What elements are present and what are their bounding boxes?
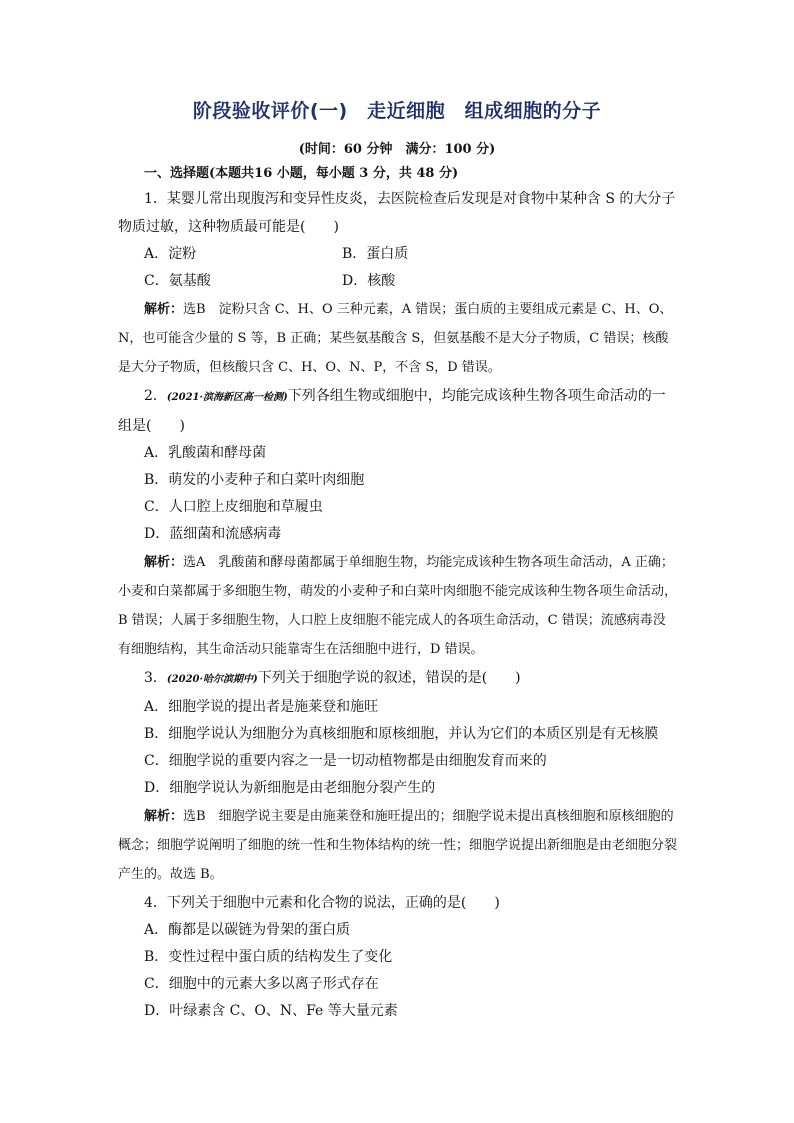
question-3-option-a: A．细胞学说的提出者是施莱登和施旺 xyxy=(144,699,379,715)
analysis-label: 解析： xyxy=(144,302,184,317)
analysis-text: 选B 细胞学说主要是由施莱登和施旺提出的；细胞学说未提出真核细胞和原核细胞的概念；细胞学说阐明了细胞的统一性和生物体结构的统一性；细胞学说提出新细胞是由老细胞分裂产生的。故选 B。 xyxy=(118,809,678,882)
question-2-number: 2． xyxy=(144,388,167,404)
question-3-number: 3． xyxy=(144,670,167,686)
question-2-option-a: A．乳酸菌和酵母菌 xyxy=(144,445,267,461)
page-title: 阶段验收评价(一) 走近细胞 组成细胞的分子 xyxy=(192,100,602,122)
question-1-stem: 1．某婴儿常出现腹泻和变异性皮炎，去医院检查后发现是对食物中某种含 S 的大分子物质过敏，这种物质最可能是( ) xyxy=(118,191,676,235)
exam-meta: (时间：60 分钟 满分：100 分) xyxy=(298,142,496,157)
analysis-text: 选B 淀粉只含 C、H、O 三种元素，A 错误；蛋白质的主要组成元素是 C、H、O、N，也可能含少量的 S 等，B 正确；某些氨基酸含 S，但氨基酸不是大分子物质，C 错误；核酸是大分子物质，但核酸只含 C、H、O、N、P，不含 S，D 错误。 xyxy=(118,302,673,375)
question-2-stem xyxy=(118,382,678,440)
document-body xyxy=(118,162,678,1025)
question-2-option-b: B．萌发的小麦种子和白菜叶肉细胞 xyxy=(144,472,365,488)
question-1-options-row-1 xyxy=(144,241,678,268)
question-4-option-d: D．叶绿素含 C、O、N、Fe 等大量元素 xyxy=(144,1003,398,1019)
analysis-text: 选A 乳酸菌和酵母菌都属于单细胞生物，均能完成该种生物各项生命活动，A 正确；小麦和白菜都属于多细胞生物，萌发的小麦种子和白菜叶肉细胞不能完成该种生物各项生命活动，B 错误；人属于多细胞生物，人口腔上皮细胞不能完成人的各项生命活动，C 错误；流感病毒没有细胞结构，其生命活动只能靠寄生在活细胞中进行，D 错误。 xyxy=(118,555,678,657)
question-1-option-a: A．淀粉 xyxy=(144,246,197,262)
question-3-source: (2020·哈尔滨期中) xyxy=(166,674,258,685)
section-heading: 一、选择题(本题共16 小题，每小题 3 分，共 48 分) xyxy=(144,166,459,181)
question-1-options-row-2 xyxy=(144,268,678,295)
question-4-stem: 4．下列关于细胞中元素和化合物的说法，正确的是( ) xyxy=(144,895,500,911)
question-1-analysis xyxy=(118,295,678,382)
question-1-option-d: D．核酸 xyxy=(342,273,396,289)
analysis-label: 解析： xyxy=(144,555,184,570)
question-3-option-d: D．细胞学说认为新细胞是由老细胞分裂产生的 xyxy=(144,780,436,796)
question-3-option-c: C．细胞学说的重要内容之一是一切动植物都是由细胞发育而来的 xyxy=(144,753,547,769)
question-4-option-c: C．细胞中的元素大多以离子形式存在 xyxy=(144,976,379,992)
question-3-text: 下列关于细胞学说的叙述，错误的是( ) xyxy=(257,670,521,686)
question-4-option-a: A．酶都是以碳链为骨架的蛋白质 xyxy=(144,922,351,938)
question-2-option-d: D．蓝细菌和流感病毒 xyxy=(144,526,282,542)
question-1-option-b: B．蛋白质 xyxy=(342,246,409,262)
question-1-option-c: C．氨基酸 xyxy=(144,273,211,289)
question-4-option-b: B．变性过程中蛋白质的结构发生了变化 xyxy=(144,949,393,965)
analysis-label: 解析： xyxy=(144,809,184,824)
question-2-option-c: C．人口腔上皮细胞和草履虫 xyxy=(144,499,323,515)
question-2-source: (2021·滨海新区高一检测) xyxy=(166,392,288,403)
question-3-stem xyxy=(118,664,678,694)
question-2-analysis xyxy=(118,548,678,664)
question-3-option-b: B．细胞学说认为细胞分为真核细胞和原核细胞，并认为它们的本质区别是有无核膜 xyxy=(144,726,659,742)
question-2-text: 下列各组生物或细胞中，均能完成该种生物各项生命活动的一组是( ) xyxy=(118,388,666,434)
question-3-analysis xyxy=(118,802,678,889)
